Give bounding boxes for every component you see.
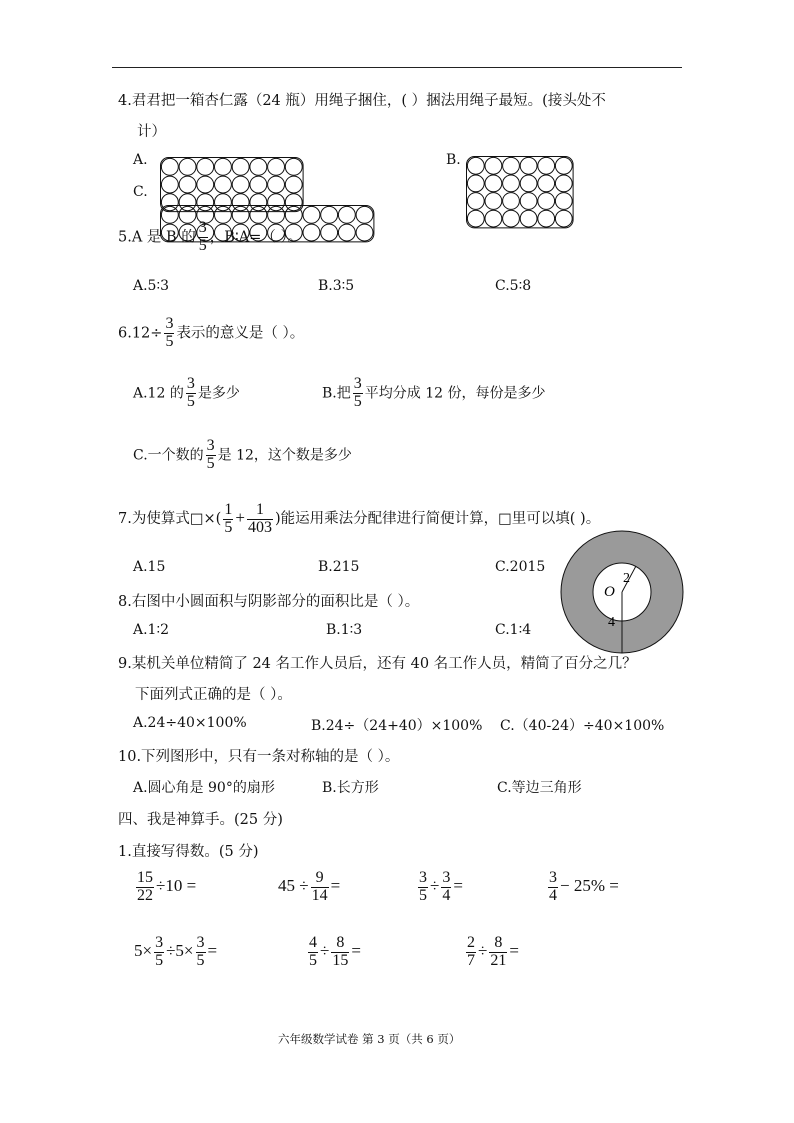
q7-f1-denominator: 5 [224,518,233,536]
q5-text-pre: 5.A 是 B 的 [118,229,196,246]
e5-b-denominator: 5 [196,951,205,969]
e6-op: ÷ [320,941,330,961]
bottle-circle [232,158,249,175]
q8-option-b[interactable]: B.1∶3 [326,622,363,638]
bottle-circle [538,157,555,174]
q7-line [118,500,600,537]
big-radius-label: 4 [608,615,615,630]
e2-fraction [311,870,329,905]
bottle-circle [555,175,572,192]
e6-a-numerator: 4 [309,934,317,951]
bottle-circle [303,206,320,223]
q7-f2-numerator: 1 [255,500,264,518]
q5-line [118,220,302,255]
bottle-bundle-b-figure [466,156,574,228]
e3-a-denominator: 5 [419,886,427,904]
section-4-title: 四、我是神算手。(25 分) [118,812,283,828]
bottle-circle [485,193,502,210]
e3-b-denominator: 4 [442,886,451,904]
q10-option-a[interactable]: A.圆心角是 90°的扇形 [133,780,275,796]
bottle-circle [179,176,196,193]
bottle-circle [555,157,572,174]
bottle-circle [503,193,520,210]
e3-fraction-b [441,870,451,905]
bottle-circle [538,175,555,192]
calc-expr-7 [464,935,519,970]
q10-option-b[interactable]: B.长方形 [322,780,379,796]
small-radius-label: 2 [623,571,630,586]
bottle-circle [268,158,285,175]
bottle-circle [321,206,338,223]
bottle-circle [338,206,355,223]
bottle-circle [467,157,484,174]
center-o-label: O [604,584,615,600]
e7-op: ÷ [478,941,488,961]
e4-denominator: 4 [549,886,557,904]
e4-tail: − 25% = [560,876,619,896]
bottle-circle [467,210,484,227]
bottle-circle [215,158,232,175]
section-4-sub: 1.直接写得数。(5 分) [118,844,259,860]
e5-mid: ÷5× [166,941,194,961]
q4-text-cont: 计） [137,124,166,140]
q6-b-fraction [353,376,363,411]
bottle-circle [467,193,484,210]
bottle-circle [520,193,537,210]
q6-c-post: 是 12，这个数是多少 [217,447,352,464]
bottle-circle [250,176,267,193]
e4-numerator: 3 [549,869,557,886]
e1-fraction [136,870,154,905]
q6-a-pre: A.12 的 [133,385,184,402]
q8-text: 8.右图中小圆面积与阴影部分的面积比是（ ）。 [118,594,420,610]
e7-fraction-a [466,935,476,970]
q6-a-fraction [186,376,196,411]
q7-f1-numerator: 1 [224,500,233,518]
e5-fraction-b [196,935,206,970]
q4-text: 4.君君把一箱杏仁露（24 瓶）用绳子捆住，( ）捆法用绳子最短。(接头处不 [118,93,606,109]
bottle-circle [485,157,502,174]
e6-a-denominator: 5 [309,951,317,969]
bottle-circle [250,158,267,175]
e4-fraction [548,870,558,905]
q6-fraction [164,316,174,351]
calc-expr-5 [134,935,217,970]
e6-fraction-a [308,935,318,970]
q5-text-post: ，B∶A=（ ）。 [209,229,303,246]
bottle-circle [538,193,555,210]
q6-b-post: 平均分成 12 份，每份是多少 [364,385,546,402]
bottle-circle [520,157,537,174]
q5-option-c[interactable]: C.5∶8 [495,278,532,294]
q7-option-a[interactable]: A.15 [133,559,166,575]
q6-c-frac-numerator: 3 [206,437,215,454]
e3-tail: = [453,876,463,896]
e7-tail: = [509,941,519,961]
bottle-circle [232,176,249,193]
bottle-circle [356,206,373,223]
annulus-figure [560,530,684,654]
e6-tail: = [351,941,361,961]
bottle-circle [520,175,537,192]
bottle-circle [285,176,302,193]
bottle-circle [485,210,502,227]
e1-tail: ÷10 = [156,876,197,896]
q7-text-post: )能运用乘法分配律进行简便计算，□里可以填( )。 [274,511,601,527]
e7-a-denominator: 7 [467,951,475,969]
q6-line [118,316,304,351]
q6-b-pre: B.把 [322,385,351,402]
bottle-circle [197,158,214,175]
q6-c-fraction [206,438,216,473]
q5-option-b[interactable]: B.3∶5 [318,278,355,294]
q6-option-b[interactable] [322,376,545,411]
q7-plus: + [235,508,245,527]
bottle-circle [197,176,214,193]
bottle-circle [520,210,537,227]
q7-fraction-1 [223,502,233,537]
q9-option-c[interactable]: C.（40-24）÷40×100% [500,718,665,734]
e6-b-numerator: 8 [336,934,345,951]
bottle-circle [285,158,302,175]
bottle-circle [467,175,484,192]
calc-expr-2 [278,870,340,905]
bottle-circle [555,210,572,227]
e5-a-numerator: 3 [155,934,164,951]
e1-numerator: 15 [137,869,153,886]
bottle-circle [161,158,178,175]
q9-text: 9.某机关单位精简了 24 名工作人员后，还有 40 名工作人员，精简了百分之几？ [118,656,637,672]
e2-denominator: 14 [311,886,328,904]
bottle-circle [215,176,232,193]
q6-a-post: 是多少 [197,385,240,402]
e3-b-numerator: 3 [442,869,451,886]
e1-denominator: 22 [137,886,153,904]
q6-c-frac-denominator: 5 [206,454,215,472]
e2-tail: = [330,876,341,896]
q6-text-post: 表示的意义是（ ）。 [176,325,305,342]
bottle-circle [485,175,502,192]
e5-pre: 5× [134,941,153,961]
q10-text: 10.下列图形中，只有一条对称轴的是（ ）。 [118,749,400,765]
q7-option-c[interactable]: C.2015 [495,559,546,575]
e7-b-denominator: 21 [490,951,507,969]
e7-b-numerator: 8 [494,934,503,951]
q4-option-c[interactable]: C. [133,184,148,200]
e5-tail: = [207,941,218,961]
e6-fraction-b [331,935,349,970]
q5-fraction [198,220,208,255]
page-footer: 六年级数学试卷 第 3 页（共 6 页） [278,1032,461,1046]
bottle-circle [179,158,196,175]
q4-option-b[interactable]: B. [446,152,461,168]
q7-f2-denominator: 403 [247,518,272,536]
bottle-circle [555,193,572,210]
q6-text-pre: 6.12÷ [118,325,163,342]
q6-frac-denominator: 5 [165,332,174,350]
q8-option-c[interactable]: C.1∶4 [495,622,532,638]
bottle-circle [338,224,355,241]
bottle-circle [503,175,520,192]
q9-option-b[interactable]: B.24÷（24+40）×100% [311,718,483,734]
calc-expr-4 [546,870,619,905]
bottle-circle [321,224,338,241]
bottle-circle [356,224,373,241]
calc-expr-3 [416,870,463,905]
e3-fraction-a [418,870,428,905]
e2-numerator: 9 [315,869,324,886]
q7-text-pre: 7.为使算式□×( [118,511,222,527]
q6-option-c[interactable] [133,438,352,473]
bottle-circle [161,176,178,193]
q5-option-a[interactable]: A.5∶3 [133,278,170,294]
q7-fraction-2 [247,502,273,537]
e7-fraction-b [489,935,507,970]
bottle-circle [503,157,520,174]
q4-option-a[interactable]: A. [133,152,148,168]
q6-b-frac-denominator: 5 [353,392,362,410]
e3-a-numerator: 3 [419,869,427,886]
e7-a-numerator: 2 [467,934,475,951]
e5-a-denominator: 5 [155,951,164,969]
calc-expr-1 [134,870,196,905]
q5-frac-denominator: 5 [198,236,207,254]
q10-option-c[interactable]: C.等边三角形 [497,780,582,796]
q9-option-a[interactable]: A.24÷40×100% [133,715,247,731]
q6-frac-numerator: 3 [165,315,174,332]
e5-b-numerator: 3 [196,934,205,951]
q5-frac-numerator: 3 [198,219,207,236]
bottle-circle [503,210,520,227]
q6-b-frac-numerator: 3 [353,375,362,392]
bundle-rope [467,157,574,228]
e2-pre: 45 ÷ [278,876,309,896]
bottle-bundle-a-figure [160,157,305,206]
bottle-circle [538,210,555,227]
e6-b-denominator: 15 [332,951,349,969]
q6-c-pre: C.一个数的 [133,447,204,464]
e5-fraction-a [154,935,164,970]
q6-a-frac-denominator: 5 [186,392,195,410]
q6-option-a[interactable] [133,376,240,411]
e3-op: ÷ [430,876,440,896]
bottle-circle [303,224,320,241]
q9-text-cont: 下面列式正确的是（ ）。 [135,687,292,703]
q7-option-b[interactable]: B.215 [318,559,360,575]
calc-expr-6 [306,935,361,970]
header-rule [112,67,682,68]
q8-option-a[interactable]: A.1∶2 [133,622,170,638]
q6-a-frac-numerator: 3 [186,375,195,392]
bottle-circle [268,176,285,193]
